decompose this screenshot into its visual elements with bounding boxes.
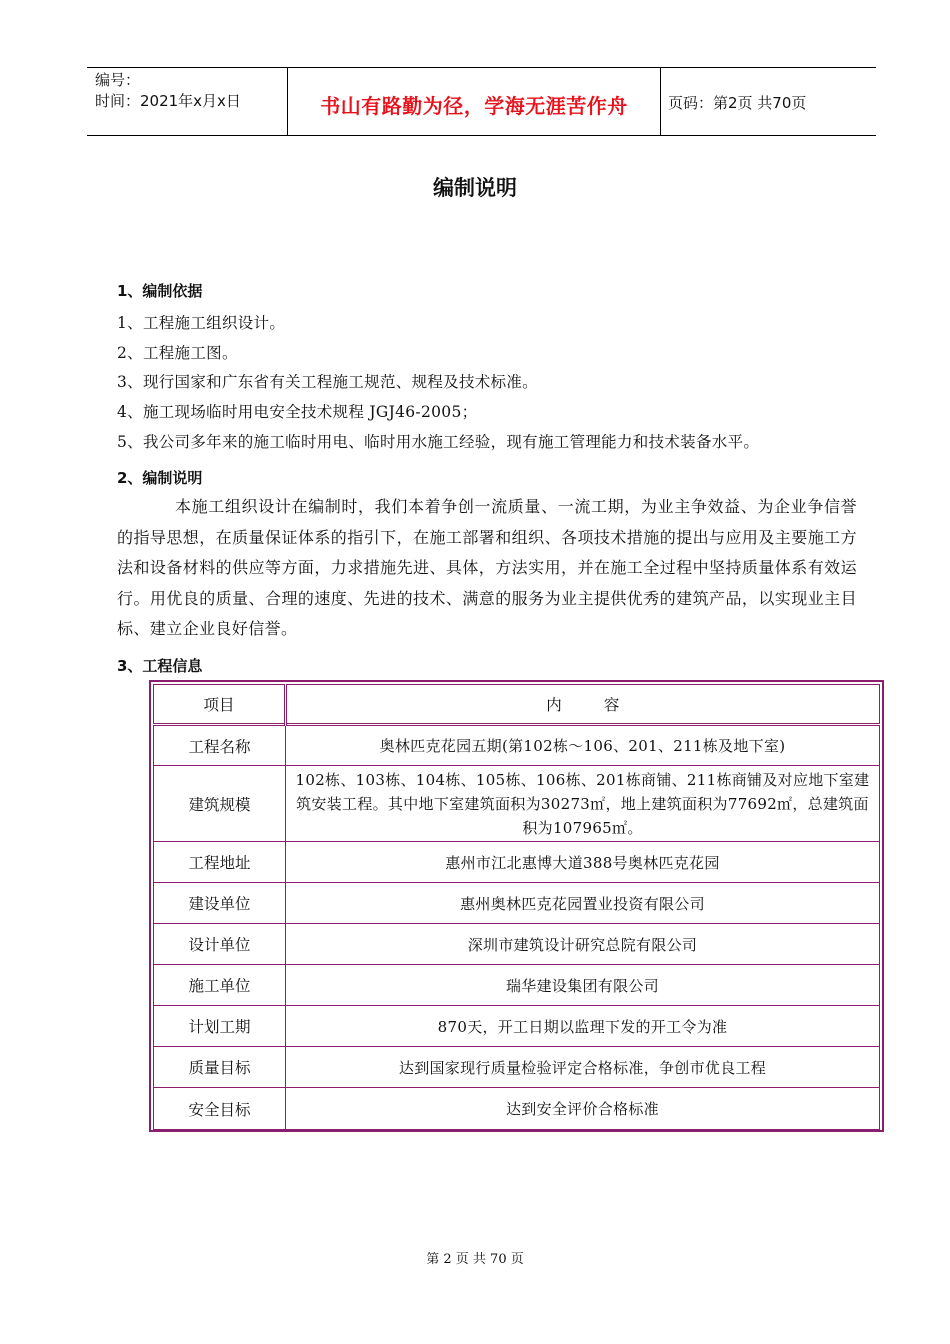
row-key: 工程地址 <box>154 842 286 883</box>
row-value: 奥林匹克花园五期(第102栋～106、201、211栋及地下室) <box>286 725 880 766</box>
table-row <box>154 1006 880 1047</box>
row-value <box>286 766 880 842</box>
basis-item-4: 4、施工现场临时用电安全技术规程 JGJ46-2005； <box>117 403 478 421</box>
row-value: 870天，开工日期以监理下发的开工令为准 <box>286 1006 880 1047</box>
row-value: 达到国家现行质量检验评定合格标准，争创市优良工程 <box>286 1047 880 1088</box>
header-motto: 书山有路勤为径，学海无涯苦作舟 <box>320 94 628 118</box>
code-label: 编号： <box>95 71 141 89</box>
header-top-rule <box>87 67 876 68</box>
header-value-text: 内 容 <box>546 696 620 714</box>
section-1-heading: 1、编制依据 <box>117 282 203 300</box>
document-title: 编制说明 <box>433 176 517 200</box>
section-2-heading: 2、编制说明 <box>117 469 203 487</box>
page-footer: 第 2 页 共 70 页 <box>426 1252 524 1267</box>
basis-item-1: 1、工程施工组织设计。 <box>117 314 286 332</box>
table-row <box>154 883 880 924</box>
row-key: 工程名称 <box>154 725 286 766</box>
row-key: 设计单位 <box>154 924 286 965</box>
row-key: 安全目标 <box>154 1088 286 1130</box>
row-value: 惠州奥林匹克花园置业投资有限公司 <box>286 883 880 924</box>
row-value-text: 102栋、103栋、104栋、105栋、106栋、201栋商铺、211栋商铺及对应地下室建筑安装工程。其中地下室建筑面积为30273㎡，地上建筑面积为77692㎡，总建筑面积为107965㎡。 <box>295 770 870 837</box>
basis-item-5: 5、我公司多年来的施工临时用电、临时用水施工经验，现有施工管理能力和技术装备水平。 <box>117 433 760 451</box>
table-header-row <box>154 685 880 725</box>
row-key: 施工单位 <box>154 965 286 1006</box>
header-divider-2 <box>660 67 661 136</box>
project-info-table <box>153 684 880 1130</box>
row-value: 达到安全评价合格标准 <box>286 1088 880 1130</box>
time-label: 时间：2021年x月x日 <box>95 92 241 110</box>
row-value: 深圳市建筑设计研究总院有限公司 <box>286 924 880 965</box>
row-key: 质量目标 <box>154 1047 286 1088</box>
header-page-number: 页码：第2页 共70页 <box>668 94 807 112</box>
table-row <box>154 924 880 965</box>
header-key-cell: 项目 <box>154 685 286 725</box>
header-bottom-rule <box>87 135 876 136</box>
table-row <box>154 1088 880 1130</box>
row-value: 瑞华建设集团有限公司 <box>286 965 880 1006</box>
row-value: 惠州市江北惠博大道388号奥林匹克花园 <box>286 842 880 883</box>
table-row <box>154 725 880 766</box>
row-key: 计划工期 <box>154 1006 286 1047</box>
row-key: 建设单位 <box>154 883 286 924</box>
description-paragraph: 本施工组织设计在编制时，我们本着争创一流质量、一流工期，为业主争效益、为企业争信誉的指导思想，在质量保证体系的指引下，在施工部署和组织、各项技术措施的提出与应用及主要施工方法和设备材料的供应等方面，力求措施先进、具体，方法实用，并在施工全过程中坚持质量体系有效运行。用优良的质量、合理的速度、先进的技术、满意的服务为业主提供优秀的建筑产品，以实现业主目标、建立企业良好信誉。 <box>117 497 857 638</box>
row-key: 建筑规模 <box>154 766 286 842</box>
table-row <box>154 842 880 883</box>
table-row <box>154 766 880 842</box>
header-meta <box>95 70 241 112</box>
table-row <box>154 965 880 1006</box>
basis-item-3: 3、现行国家和广东省有关工程施工规范、规程及技术标准。 <box>117 373 538 391</box>
header-value-cell <box>286 685 880 725</box>
table-row <box>154 1047 880 1088</box>
section-3-heading: 3、工程信息 <box>117 657 203 675</box>
basis-item-2: 2、工程施工图。 <box>117 344 238 362</box>
